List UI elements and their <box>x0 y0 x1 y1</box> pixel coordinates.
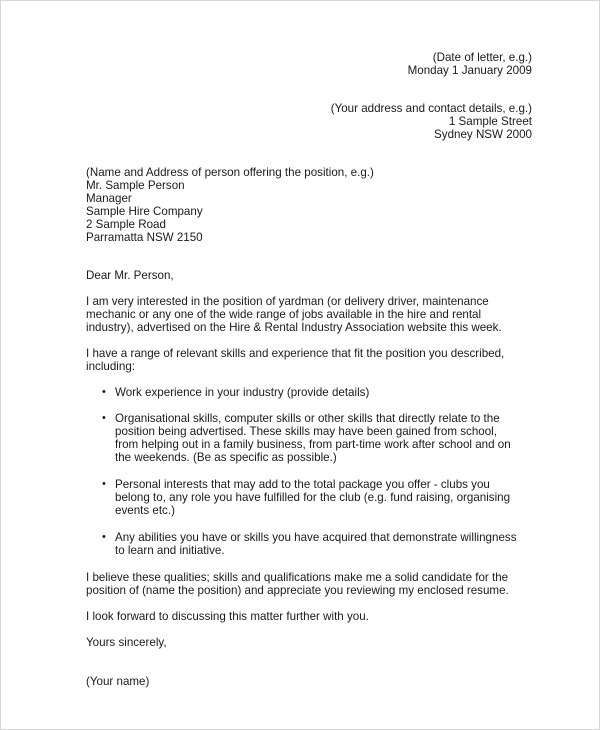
paragraph-1-line: mechanic or any one of the wide range of jobs available in the hire and rental <box>86 308 482 321</box>
recipient-line: Sample Hire Company <box>86 205 203 218</box>
paragraph-1-line: I am very interested in the position of yardman (or delivery driver, maintenance <box>86 295 489 308</box>
bullet-3-line: Personal interests that may add to the total package you offer - clubs you <box>115 478 490 491</box>
recipient-line: 2 Sample Road <box>86 218 166 231</box>
recipient-line: Manager <box>86 192 132 205</box>
closing: Yours sincerely, <box>86 636 167 649</box>
paragraph-4: I look forward to discussing this matter further with you. <box>86 610 369 623</box>
sender-address-line: Sydney NSW 2000 <box>434 128 532 141</box>
bullet-2-line: position being advertised. These skills may have been gained from school, <box>115 425 497 438</box>
bullet-icon: • <box>102 412 106 424</box>
paragraph-2-line: including: <box>86 360 135 373</box>
recipient-label: (Name and Address of person offering the position, e.g.) <box>86 166 374 179</box>
paragraph-2-line: I have a range of relevant skills and experience that fit the position you described, <box>86 347 505 360</box>
paragraph-3-line: position of (name the position) and appreciate you reviewing my enclosed resume. <box>86 584 509 597</box>
recipient-line: Mr. Sample Person <box>86 179 185 192</box>
bullet-icon: • <box>102 478 106 490</box>
bullet-2-line: the weekends. (Be as specific as possible.) <box>115 451 337 464</box>
bullet-3-line: events etc.) <box>115 504 175 517</box>
bullet-3-line: belong to, any role you have fulfilled for the club (e.g. fund raising, organising <box>115 491 511 504</box>
bullet-2-line: Organisational skills, computer skills or other skills that directly relate to the <box>115 412 500 425</box>
bullet-icon: • <box>102 386 106 398</box>
salutation: Dear Mr. Person, <box>86 269 174 282</box>
sender-address-line: 1 Sample Street <box>448 115 532 128</box>
bullet-icon: • <box>102 531 106 543</box>
bullet-4-line: to learn and initiative. <box>115 544 225 557</box>
date-label: (Date of letter, e.g.) <box>432 51 532 64</box>
bullet-1-line: Work experience in your industry (provide details) <box>115 386 370 399</box>
recipient-line: Parramatta NSW 2150 <box>86 231 203 244</box>
sender-label: (Your address and contact details, e.g.) <box>330 102 532 115</box>
bullet-2-line: from helping out in a family business, from part-time work after school and on <box>115 438 511 451</box>
signature: (Your name) <box>86 675 150 688</box>
date-value: Monday 1 January 2009 <box>407 64 532 77</box>
paragraph-1-line: industry), advertised on the Hire & Rental Industry Association website this week. <box>86 321 502 334</box>
paragraph-3-line: I believe these qualities; skills and qualifications make me a solid candidate for the <box>86 571 509 584</box>
bullet-4-line: Any abilities you have or skills you have acquired that demonstrate willingness <box>115 531 517 544</box>
